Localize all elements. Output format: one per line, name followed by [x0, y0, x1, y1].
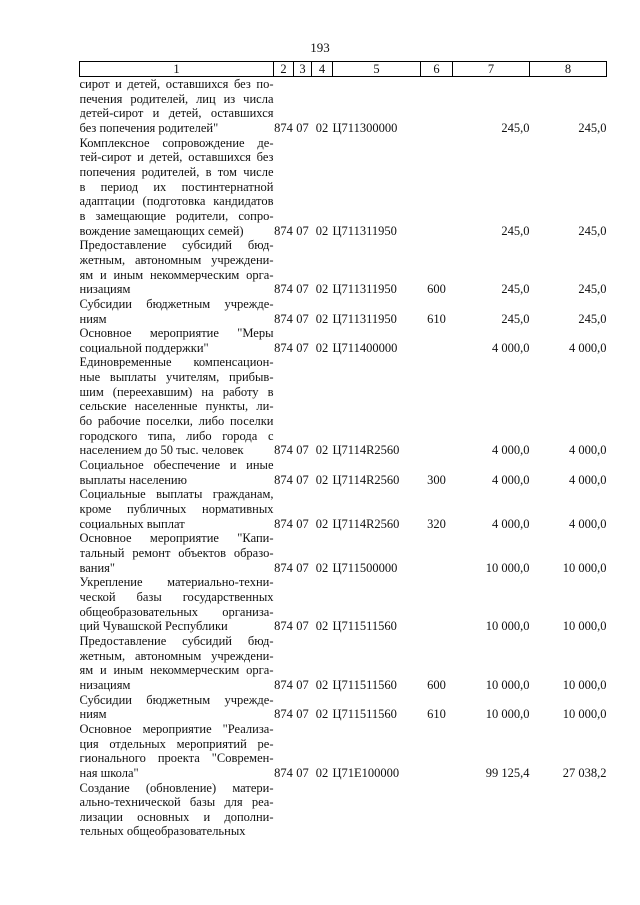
- cell-rz: 07: [296, 560, 309, 575]
- name-line: социальной поддержки": [79, 340, 209, 355]
- cell-value-2: 10 000,0: [562, 677, 607, 692]
- name-line: в замещающие родители, сопро-: [79, 208, 274, 223]
- name-line: сирот и детей, оставшихся без по-: [79, 77, 274, 91]
- name-line: ций Чувашской Республики: [79, 619, 228, 634]
- header-cell-5: 5: [333, 62, 421, 77]
- cell-pr: 02: [315, 472, 329, 487]
- table-row: [80, 531, 607, 575]
- name-line: Комплексное сопровождение де-: [79, 135, 274, 150]
- header-cell-7: 7: [453, 62, 530, 77]
- cell-gr: 874: [274, 282, 293, 297]
- table-row: [80, 634, 607, 693]
- cell-value-2: 4 000,0: [569, 472, 607, 487]
- name-line: Предоставление субсидий бюд-: [79, 633, 274, 648]
- cell-vr: 600: [427, 677, 446, 692]
- cell-pr: 02: [315, 311, 329, 326]
- cell-vr: [421, 531, 453, 575]
- cell-value-2: 4 000,0: [569, 340, 607, 355]
- cell-gr: [274, 781, 294, 840]
- cell-value-1: 10 000,0: [485, 677, 530, 692]
- cell-value-1: 245,0: [501, 223, 530, 238]
- cell-name: [80, 326, 274, 355]
- cell-rz: 07: [296, 707, 309, 722]
- cell-name: [80, 722, 274, 781]
- table-header-row: [80, 62, 607, 77]
- cell-csr: Ц711311950: [332, 282, 397, 297]
- cell-name: [80, 297, 274, 326]
- cell-pr: 02: [315, 560, 329, 575]
- name-line: Предоставление субсидий бюд-: [79, 238, 274, 253]
- cell-vr: [421, 575, 453, 634]
- cell-value-1: 245,0: [501, 282, 530, 297]
- name-line: кроме публичных нормативных: [79, 502, 274, 517]
- cell-value-2: 245,0: [578, 223, 607, 238]
- cell-value-1: [453, 781, 530, 840]
- cell-name: [80, 575, 274, 634]
- cell-value-2: 10 000,0: [562, 707, 607, 722]
- cell-gr: 874: [274, 619, 293, 634]
- name-line: Субсидии бюджетным учрежде-: [79, 296, 274, 311]
- name-line: ная школа": [79, 765, 139, 780]
- cell-rz: 07: [296, 765, 309, 780]
- name-line: социальных выплат: [79, 516, 185, 531]
- cell-rz: 07: [296, 282, 309, 297]
- cell-csr: Ц711500000: [332, 560, 398, 575]
- cell-value-2: 245,0: [578, 282, 607, 297]
- table-row: [80, 355, 607, 458]
- table-row: [80, 487, 607, 531]
- name-line: Социальные выплаты гражданам,: [79, 487, 274, 502]
- cell-value-2: [530, 781, 607, 840]
- cell-value-1: 4 000,0: [492, 472, 530, 487]
- header-cell-2: 2: [274, 62, 294, 77]
- cell-pr: 02: [315, 223, 329, 238]
- name-line: ческой базы государственных: [79, 589, 274, 604]
- name-line: жетным, автономным учреждени-: [79, 252, 274, 267]
- cell-name: [80, 238, 274, 297]
- cell-csr: Ц711311950: [332, 311, 397, 326]
- name-line: ально-технической базы для реа-: [79, 795, 274, 810]
- cell-gr: 874: [274, 223, 293, 238]
- name-line: вания": [79, 560, 116, 575]
- cell-vr: [421, 781, 453, 840]
- table-row: [80, 136, 607, 239]
- cell-gr: 874: [274, 443, 293, 458]
- cell-csr: Ц711400000: [332, 340, 398, 355]
- cell-vr: [421, 136, 453, 239]
- name-line: тей-сирот и детей, оставшихся без: [79, 150, 274, 165]
- cell-name: [80, 77, 274, 136]
- cell-name: [80, 458, 274, 487]
- cell-vr: 610: [427, 311, 446, 326]
- name-line: лизации основных и дополни-: [79, 809, 274, 824]
- name-line: Основное мероприятие "Реализа-: [79, 721, 274, 736]
- name-line: печения родителей, лиц из числа: [79, 91, 274, 106]
- name-line: выплаты населению: [79, 472, 187, 487]
- cell-value-2: 245,0: [578, 311, 607, 326]
- cell-value-2: 4 000,0: [569, 443, 607, 458]
- table-row: [80, 722, 607, 781]
- cell-vr: 610: [427, 707, 446, 722]
- name-line: низациям: [79, 282, 131, 297]
- cell-rz: 07: [296, 120, 309, 135]
- cell-value-2: 245,0: [578, 120, 607, 135]
- name-line: гионального проекта "Современ-: [79, 751, 274, 766]
- name-line: Укрепление материально-техни-: [79, 575, 274, 590]
- name-line: вождение замещающих семей): [79, 223, 244, 238]
- cell-csr: Ц711511560: [332, 707, 397, 722]
- name-line: низациям: [79, 677, 131, 692]
- cell-gr: 874: [274, 120, 293, 135]
- cell-value-2: 4 000,0: [569, 516, 607, 531]
- name-line: попечения родителей, в том числе: [79, 164, 274, 179]
- cell-pr: 02: [315, 765, 329, 780]
- name-line: Создание (обновление) матери-: [79, 780, 274, 795]
- name-line: без попечения родителей": [79, 120, 219, 135]
- name-line: тальный ремонт объектов образо-: [79, 546, 274, 560]
- cell-rz: [294, 781, 312, 840]
- header-cell-6: 6: [421, 62, 453, 77]
- name-line: адаптации (подготовка кандидатов: [79, 194, 274, 209]
- cell-vr: [421, 722, 453, 781]
- cell-gr: 874: [274, 677, 293, 692]
- cell-pr: 02: [315, 340, 329, 355]
- cell-pr: 02: [315, 516, 329, 531]
- cell-gr: 874: [274, 340, 293, 355]
- cell-gr: 874: [274, 707, 293, 722]
- table-row: [80, 458, 607, 487]
- name-line: ция отдельных мероприятий ре-: [79, 736, 274, 751]
- name-line: ниям: [79, 311, 107, 326]
- header-cell-8: 8: [530, 62, 607, 77]
- cell-csr: Ц711311950: [332, 223, 397, 238]
- table-row: [80, 575, 607, 634]
- cell-rz: 07: [296, 516, 309, 531]
- cell-value-1: 99 125,4: [485, 765, 530, 780]
- cell-csr: Ц71E100000: [332, 765, 400, 780]
- table-row: [80, 238, 607, 297]
- cell-csr: Ц7114R2560: [332, 472, 400, 487]
- cell-value-2: 10 000,0: [562, 619, 607, 634]
- cell-value-1: 10 000,0: [485, 560, 530, 575]
- table-body: [80, 77, 607, 840]
- cell-pr: 02: [315, 677, 329, 692]
- name-line: сельские населенные пункты, ли-: [79, 399, 274, 414]
- cell-pr: 02: [315, 282, 329, 297]
- page-number: 193: [310, 40, 330, 55]
- table-row: [80, 297, 607, 326]
- cell-csr: Ц711511560: [332, 677, 397, 692]
- table-row: [80, 77, 607, 136]
- cell-value-1: 4 000,0: [492, 443, 530, 458]
- cell-rz: 07: [296, 619, 309, 634]
- cell-pr: 02: [315, 120, 329, 135]
- header-cell-4: 4: [312, 62, 333, 77]
- name-line: ниям: [79, 707, 107, 722]
- cell-gr: 874: [274, 311, 293, 326]
- name-line: населением до 50 тыс. человек: [79, 443, 244, 458]
- name-line: жетным, автономным учреждени-: [79, 648, 274, 663]
- table-row: [80, 326, 607, 355]
- cell-name: [80, 355, 274, 458]
- cell-csr: Ц711511560: [332, 619, 397, 634]
- cell-value-1: 4 000,0: [492, 516, 530, 531]
- cell-vr: [421, 326, 453, 355]
- cell-pr: 02: [315, 443, 329, 458]
- cell-gr: 874: [274, 516, 293, 531]
- cell-value-1: 4 000,0: [492, 340, 530, 355]
- cell-pr: 02: [315, 619, 329, 634]
- cell-name: [80, 531, 274, 575]
- table-header: [80, 62, 607, 77]
- cell-vr: 600: [427, 282, 446, 297]
- cell-gr: 874: [274, 765, 293, 780]
- cell-rz: 07: [296, 340, 309, 355]
- name-line: Единовременные компенсацион-: [79, 355, 274, 370]
- cell-value-1: 245,0: [501, 311, 530, 326]
- name-line: шим (переехавшим) на работу в: [79, 384, 274, 399]
- name-line: ные выплаты учителям, прибыв-: [79, 370, 274, 385]
- name-line: ям и иным некоммерческим орга-: [79, 267, 274, 282]
- name-line: Социальное обеспечение и иные: [79, 458, 274, 473]
- name-line: ям и иным некоммерческим орга-: [79, 663, 274, 678]
- budget-table: [79, 61, 607, 839]
- table-row: [80, 693, 607, 722]
- name-line: бо рабочие поселки, либо поселки: [79, 414, 274, 429]
- name-line: Основное мероприятие "Капи-: [79, 531, 274, 546]
- name-line: Субсидии бюджетным учрежде-: [79, 692, 274, 707]
- cell-csr: Ц711300000: [332, 120, 398, 135]
- cell-value-1: 10 000,0: [485, 707, 530, 722]
- cell-name: [80, 781, 274, 840]
- cell-value-1: 245,0: [501, 120, 530, 135]
- cell-pr: 02: [315, 707, 329, 722]
- name-line: городского типа, либо города с: [79, 428, 274, 443]
- cell-rz: 07: [296, 472, 309, 487]
- name-line: общеобразовательных организа-: [79, 604, 274, 619]
- name-line: Основное мероприятие "Меры: [79, 326, 274, 341]
- cell-gr: 874: [274, 560, 293, 575]
- cell-rz: 07: [296, 443, 309, 458]
- cell-value-2: 27 038,2: [562, 765, 607, 780]
- cell-name: [80, 487, 274, 531]
- cell-pr: [312, 781, 333, 840]
- cell-vr: 320: [427, 516, 446, 531]
- cell-value-2: 10 000,0: [562, 560, 607, 575]
- cell-rz: 07: [296, 223, 309, 238]
- name-line: в период их постинтернатной: [79, 179, 274, 194]
- cell-name: [80, 634, 274, 693]
- table-row: [80, 781, 607, 840]
- cell-vr: [421, 355, 453, 458]
- header-cell-1: 1: [80, 62, 274, 77]
- cell-name: [80, 136, 274, 239]
- header-cell-3: 3: [294, 62, 312, 77]
- cell-csr: Ц7114R2560: [332, 443, 400, 458]
- cell-vr: 300: [427, 472, 446, 487]
- name-line: тельных общеобразовательных: [79, 824, 246, 839]
- cell-name: [80, 693, 274, 722]
- cell-rz: 07: [296, 311, 309, 326]
- cell-vr: [421, 77, 453, 136]
- cell-gr: 874: [274, 472, 293, 487]
- cell-csr: [333, 781, 421, 840]
- cell-csr: Ц7114R2560: [332, 516, 400, 531]
- cell-value-1: 10 000,0: [485, 619, 530, 634]
- cell-rz: 07: [296, 677, 309, 692]
- name-line: детей-сирот и детей, оставшихся: [79, 106, 274, 121]
